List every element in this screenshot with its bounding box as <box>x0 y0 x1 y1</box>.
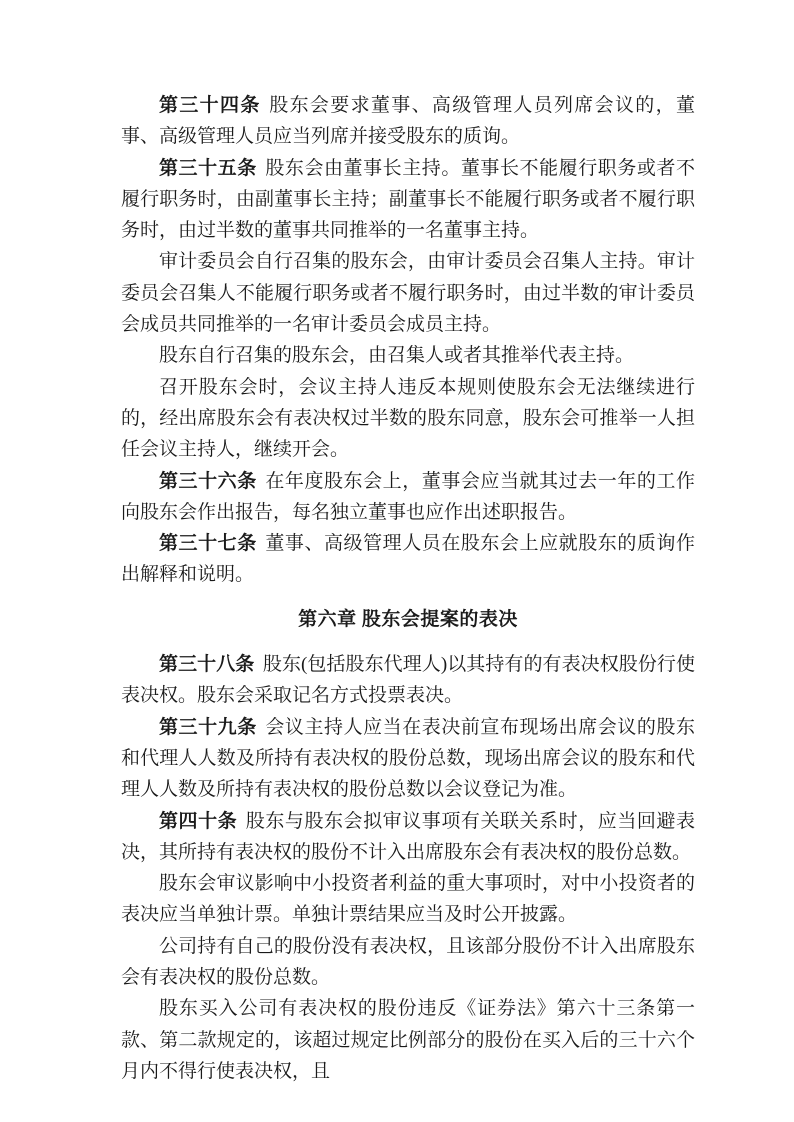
article-paragraph <box>121 649 695 712</box>
chapter-heading: 第六章 股东会提案的表决 <box>298 608 518 630</box>
article-text: 股东自行召集的股东会，由召集人或者其推举代表主持。 <box>159 345 635 367</box>
article-paragraph <box>121 372 695 466</box>
article-paragraph <box>121 90 695 153</box>
article-paragraph <box>121 806 695 869</box>
article-paragraph <box>121 246 695 340</box>
article-text: 股东(包括股东代理人)以其持有的有表决权股份行使表决权。股东会采取记名方式投票表决。 <box>121 654 695 707</box>
article-paragraph <box>121 466 695 529</box>
article-number: 第三十四条 <box>159 95 261 116</box>
article-paragraph <box>121 340 695 371</box>
article-text: 董事、高级管理人员在股东会上应就股东的质询作出解释和说明。 <box>121 533 695 586</box>
article-text: 召开股东会时，会议主持人违反本规则使股东会无法继续进行的，经出席股东会有表决权过半数的股东同意，股东会可推举一人担任会议主持人，继续开会。 <box>121 376 695 461</box>
article-number: 第四十条 <box>159 810 238 832</box>
article-text: 股东会审议影响中小投资者利益的重大事项时，对中小投资者的表决应当单独计票。单独计票结果应当及时公开披露。 <box>121 873 695 926</box>
article-paragraph <box>121 993 695 1087</box>
article-text: 股东与股东会拟审议事项有关联关系时，应当回避表决，其所持有表决权的股份不计入出席股东会有表决权的股份总数。 <box>121 810 695 863</box>
article-text: 股东会要求董事、高级管理人员列席会议的，董事、高级管理人员应当列席并接受股东的质询。 <box>121 95 695 148</box>
article-number: 第三十五条 <box>159 157 257 179</box>
article-text: 股东会由董事长主持。董事长不能履行职务或者不履行职务时，由副董事长主持；副董事长不能履行职务或者不履行职务时，由过半数的董事共同推举的一名董事主持。 <box>121 157 695 242</box>
article-paragraph <box>121 931 695 994</box>
article-text: 公司持有自己的股份没有表决权，且该部分股份不计入出席股东会有表决权的股份总数。 <box>121 935 695 989</box>
article-number: 第三十六条 <box>159 470 257 492</box>
article-text: 会议主持人应当在表决前宣布现场出席会议的股东和代理人人数及所持有表决权的股份总数，现场出席会议的股东和代理人人数及所持有表决权的股份总数以会议登记为准。 <box>121 716 695 801</box>
article-paragraph <box>121 712 695 806</box>
article-text: 股东买入公司有表决权的股份违反《证券法》第六十三条第一款、第二款规定的，该超过规定比例部分的股份在买入后的三十六个月内不得行使表决权，且 <box>121 998 695 1082</box>
article-paragraph <box>121 153 695 247</box>
document-body <box>121 90 695 1087</box>
article-paragraph <box>121 868 695 931</box>
article-number: 第三十八条 <box>159 654 255 676</box>
article-paragraph <box>121 528 695 591</box>
article-number: 第三十七条 <box>159 533 257 555</box>
article-text: 审计委员会自行召集的股东会，由审计委员会召集人主持。审计委员会召集人不能履行职务或者不履行职务时，由过半数的审计委员会成员共同推举的一名审计委员会成员主持。 <box>121 251 695 336</box>
article-text: 在年度股东会上，董事会应当就其过去一年的工作向股东会作出报告，每名独立董事也应作出述职报告。 <box>121 470 695 523</box>
article-number: 第三十九条 <box>159 716 257 738</box>
